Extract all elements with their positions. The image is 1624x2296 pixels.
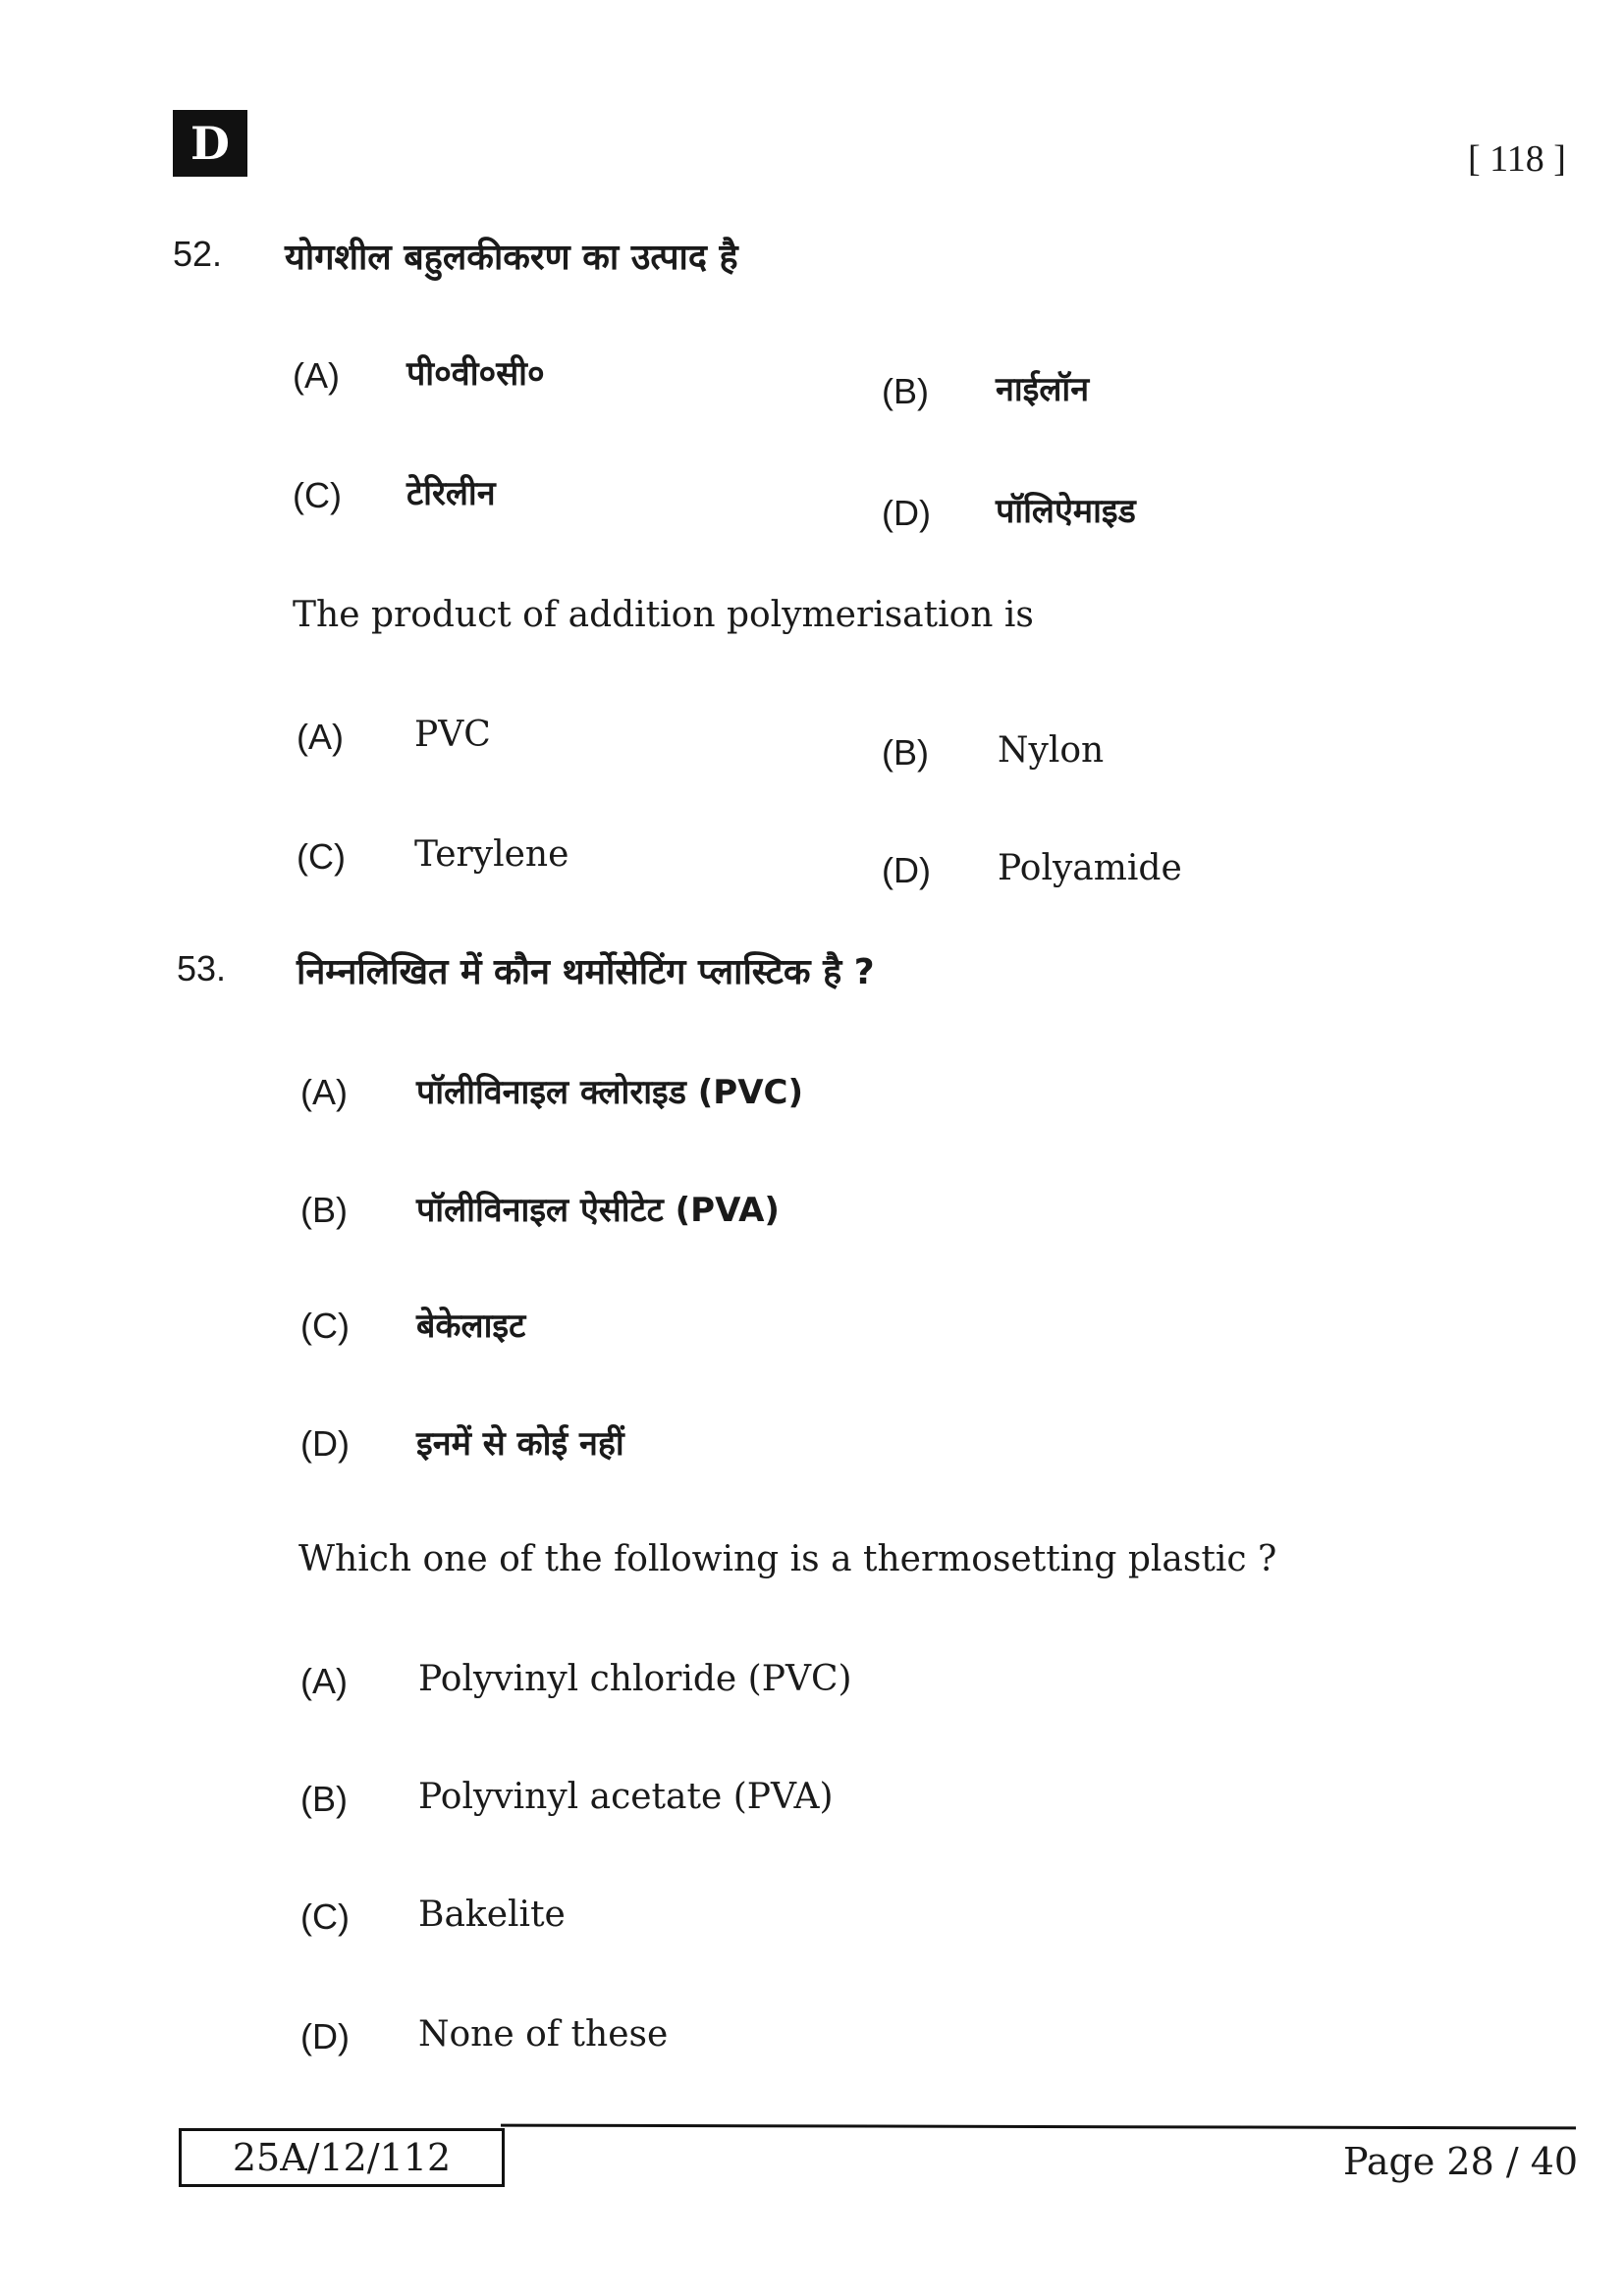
page-marker: [ 118 ] xyxy=(1468,138,1566,180)
q53-hindi-option-b: पॉलीविनाइल ऐसीटेट (PVA) xyxy=(416,1191,780,1230)
q52-english-option-d-label: (D) xyxy=(882,850,931,890)
q53-english-option-c-label: (C) xyxy=(300,1896,350,1937)
q53-english-option-c: Bakelite xyxy=(418,1895,566,1935)
q53-hindi-option-d: इनमें से कोई नहीं xyxy=(416,1424,624,1464)
q52-english-option-a: PVC xyxy=(414,715,491,755)
question-52-hindi-text: योगशील बहुलकीकरण का उत्पाद है xyxy=(285,238,738,278)
question-52-english-text: The product of addition polymerisation is xyxy=(293,595,1034,635)
q53-hindi-option-c: बेकेलाइट xyxy=(416,1307,526,1346)
q53-hindi-option-a: पॉलीविनाइल क्लोराइड (PVC) xyxy=(416,1073,804,1112)
q52-english-option-b: Nylon xyxy=(998,730,1105,771)
q52-english-option-d: Polyamide xyxy=(998,848,1182,888)
q53-hindi-option-a-label: (A) xyxy=(300,1072,348,1112)
q53-english-option-b-label: (B) xyxy=(300,1779,348,1819)
series-badge: D xyxy=(173,110,247,177)
q52-hindi-option-a-label: (A) xyxy=(293,355,340,396)
q52-hindi-option-a: पी०वी०सी० xyxy=(406,354,545,394)
q52-hindi-option-d: पॉलिऐमाइड xyxy=(996,492,1136,531)
q53-english-option-a-label: (A) xyxy=(300,1661,348,1701)
q52-hindi-option-b-label: (B) xyxy=(882,371,929,411)
q53-hindi-option-d-label: (D) xyxy=(300,1423,350,1464)
q53-english-option-a: Polyvinyl chloride (PVC) xyxy=(418,1659,852,1699)
q52-english-option-c-label: (C) xyxy=(297,836,346,877)
paper-code-box: 25A/12/112 xyxy=(179,2128,505,2187)
q52-english-option-b-label: (B) xyxy=(882,732,929,773)
q53-english-option-d: None of these xyxy=(418,2014,669,2055)
q52-hindi-option-c: टेरिलीन xyxy=(406,474,496,513)
footer-rule xyxy=(501,2124,1576,2130)
question-53-number: 53. xyxy=(177,948,227,988)
question-53-english-text: Which one of the following is a thermosetting plastic ? xyxy=(298,1539,1277,1579)
q52-hindi-option-d-label: (D) xyxy=(882,493,931,533)
q53-english-option-d-label: (D) xyxy=(300,2016,350,2056)
q52-english-option-a-label: (A) xyxy=(297,717,344,757)
question-52-number: 52. xyxy=(173,234,223,274)
q52-english-option-c: Terylene xyxy=(414,834,569,875)
page-number: Page 28 / 40 xyxy=(1343,2140,1579,2183)
question-53-hindi-text: निम्नलिखित में कौन थर्मोसेटिंग प्लास्टिक है ? xyxy=(297,952,875,992)
q53-hindi-option-b-label: (B) xyxy=(300,1190,348,1230)
q52-hindi-option-b: नाईलॉन xyxy=(996,370,1090,409)
q53-hindi-option-c-label: (C) xyxy=(300,1306,350,1346)
q53-english-option-b: Polyvinyl acetate (PVA) xyxy=(418,1777,834,1817)
q52-hindi-option-c-label: (C) xyxy=(293,475,342,515)
